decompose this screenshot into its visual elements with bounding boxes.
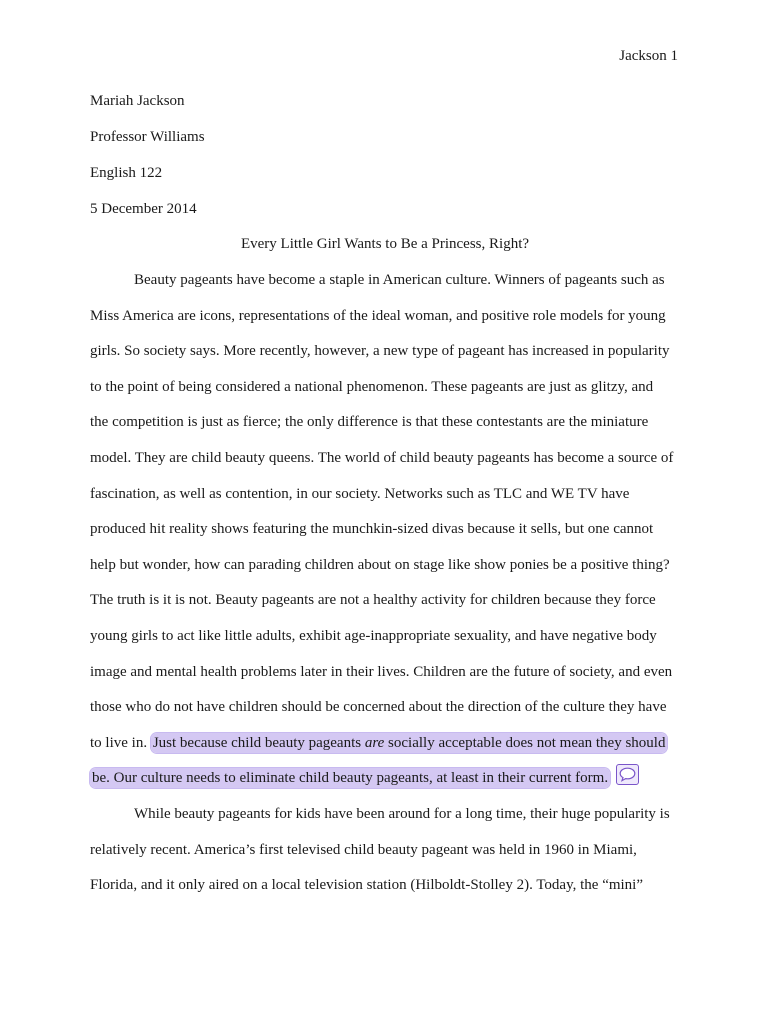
paragraph-line: Beauty pageants have become a staple in American culture. Winners of pageants such as <box>134 272 665 288</box>
paragraph-line: those who do not have children should be concerned about the direction of the culture they have <box>90 699 667 716</box>
highlight-text: Just because child beauty pageants <box>152 734 365 751</box>
paragraph-line: image and mental health problems later in their lives. Children are the future of society, and even <box>90 663 673 680</box>
mla-heading <box>90 91 680 235</box>
essay-title: Every Little Girl Wants to Be a Princess, Right? <box>240 236 530 252</box>
paragraph-line: While beauty pageants for kids have been around for a long time, their huge popularity is <box>134 805 670 822</box>
paragraph-line: fascination, as well as contention, in our society. Networks such as TLC and WE TV have <box>90 485 630 502</box>
emphasis-text: are <box>364 734 385 751</box>
paragraph-line: young girls to act like little adults, exhibit age-inappropriate sexuality, and have negative body <box>90 627 657 644</box>
running-head: Jackson 1 <box>619 48 678 64</box>
paragraph-line: Florida, and it only aired on a local television station (Hilboldt-Stolley 2). Today, the “mini” <box>90 877 644 894</box>
professor-name: Professor Williams <box>90 129 205 145</box>
course-name: English 122 <box>90 165 163 181</box>
highlight-text: socially acceptable does not mean they should <box>384 734 666 751</box>
author-name: Mariah Jackson <box>90 93 185 109</box>
paragraph-line: help but wonder, how can parading children about on stage like show ponies be a positive thing? <box>90 556 670 573</box>
paragraph-line: Miss America are icons, representations of the ideal woman, and positive role models for young <box>90 307 666 324</box>
plain-text: to live in. <box>90 734 148 751</box>
paragraph-line: girls. So society says. More recently, however, a new type of pageant has increased in popularity <box>90 343 670 360</box>
paragraph-line: to the point of being considered a national phenomenon. These pageants are just as glitzy, and <box>90 378 654 395</box>
essay-body <box>90 270 690 911</box>
paragraph-line: The truth is it is not. Beauty pageants are not a healthy activity for children because they force <box>90 592 656 609</box>
paragraph-line: model. They are child beauty queens. The world of child beauty pageants has become a source of <box>90 449 674 466</box>
thesis-highlight[interactable]: be. Our culture needs to eliminate child beauty pageants, at least in their current form. <box>92 770 609 787</box>
essay-date: 5 December 2014 <box>90 201 197 217</box>
paragraph-line <box>90 733 690 769</box>
thesis-highlight[interactable] <box>151 733 668 753</box>
paragraph-line: produced hit reality shows featuring the munchkin-sized divas because it sells, but one cannot <box>90 521 654 538</box>
comment-bubble-icon[interactable] <box>616 764 639 785</box>
paragraph-line: relatively recent. America’s first televised child beauty pageant was held in 1960 in Miami, <box>90 841 637 858</box>
paragraph-line: the competition is just as fierce; the only difference is that these contestants are the miniature <box>90 414 649 431</box>
paragraph-line <box>90 768 690 804</box>
